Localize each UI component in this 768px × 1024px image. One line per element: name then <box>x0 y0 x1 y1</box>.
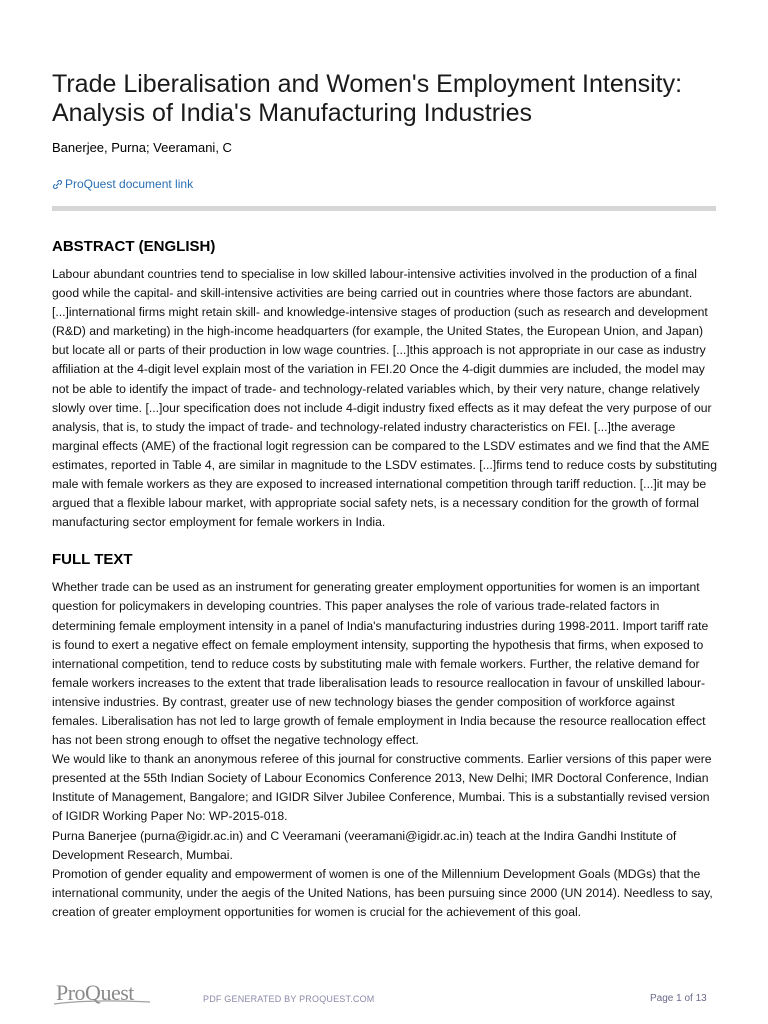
full-text-body <box>52 578 718 922</box>
page-footer <box>0 980 768 1020</box>
full-text-heading: FULL TEXT <box>52 551 133 569</box>
document-page <box>52 70 718 922</box>
page-number: Page 1 of 13 <box>650 993 707 1004</box>
proquest-document-link[interactable] <box>52 176 718 192</box>
abstract-heading: ABSTRACT (ENGLISH) <box>52 238 216 255</box>
proquest-logo: ProQuest <box>56 980 134 1005</box>
full-text-paragraph: Promotion of gender equality and empowerment of women is one of the Millennium Development Goals (MDGs) that the international community, under the aegis of the United Nations, has been pursuing since 2000 (UN 2014). Needless to say, creation of greater employment opportunities for women is crucial for the achievement of this goal. <box>52 866 713 919</box>
document-title: Trade Liberalisation and Women's Employment Intensity: Analysis of India's Manufacturing Industries <box>52 70 683 127</box>
abstract-text: Labour abundant countries tend to specialise in low skilled labour-intensive activities involved in the production of a final good while the capital- and skill-intensive activities are being carried out in countries where those factors are abundant. [...]international firms might retain skill- and knowledge-intensive stages of production (such as research and development (R&D) and marketing) in the high-income headquarters (for example, the United States, the European Union, and Japan) but locate all or parts of their production in low wage countries. [...]this approach is not appropriate in our case as industry affiliation at the 4-digit level explain most of the variation in FEI.20 Once the 4-digit dummies are included, the model may not be able to identify the impact of trade- and technology-related variables which, by their very nature, change relatively slowly over time. [...]our specification does not include 4-digit industry fixed effects as it may defeat the very purpose of our analysis, that is, to study the impact of trade- and technology-related industry characteristics on FEI. [...]the average marginal effects (AME) of the fractional logit regression can be compared to the LSDV estimates and we find that the AME estimates, reported in Table 4, are similar in magnitude to the LSDV estimates. [...]firms tend to reduce costs by substituting male with female workers as they are exposed to increased international competition through tariff reduction. [...]it may be argued that a flexible labour market, with appropriate social safety nets, is a necessary condition for the growth of formal manufacturing sector employment for female workers in India. <box>52 267 717 530</box>
header-divider <box>52 206 716 211</box>
link-icon <box>52 179 63 190</box>
generated-by-label: PDF GENERATED BY PROQUEST.COM <box>203 994 375 1004</box>
proquest-logo-swoosh-icon <box>52 998 152 1008</box>
proquest-document-link-label[interactable]: ProQuest document link <box>65 177 194 191</box>
document-authors: Banerjee, Purna; Veeramani, C <box>52 140 232 155</box>
full-text-paragraph: Whether trade can be used as an instrument for generating greater employment opportunities for women is an important question for policymakers in developing countries. This paper analyses the role of various trade-related factors in determining female employment intensity in a panel of India's manufacturing industries during 1998-2011. Import tariff rate is found to exert a negative effect on female employment intensity, supporting the hypothesis that firms, when exposed to international competition, tend to reduce costs by substituting male with female workers. Further, the relative demand for female workers increases to the extent that trade liberalisation leads to resource reallocation in favour of unskilled labour-intensive industries. By contrast, greater use of new technology biases the gender composition of workforce against females. Liberalisation has not led to large growth of female employment in India because the resource reallocation effect has not been strong enough to offset the negative technology effect. <box>52 580 709 748</box>
full-text-paragraph: Purna Banerjee (purna@igidr.ac.in) and C Veeramani (veeramani@igidr.ac.in) teach at the Indira Gandhi Institute of Development Research, Mumbai. <box>52 828 677 862</box>
full-text-paragraph: We would like to thank an anonymous referee of this journal for constructive comments. Earlier versions of this paper were presented at the 55th Indian Society of Labour Economics Conference 2013, New Delhi; IMR Doctoral Conference, Indian Institute of Management, Bangalore; and IGIDR Silver Jubilee Conference, Mumbai. This is a substantially revised version of IGIDR Working Paper No: WP-2015-018. <box>52 752 712 824</box>
